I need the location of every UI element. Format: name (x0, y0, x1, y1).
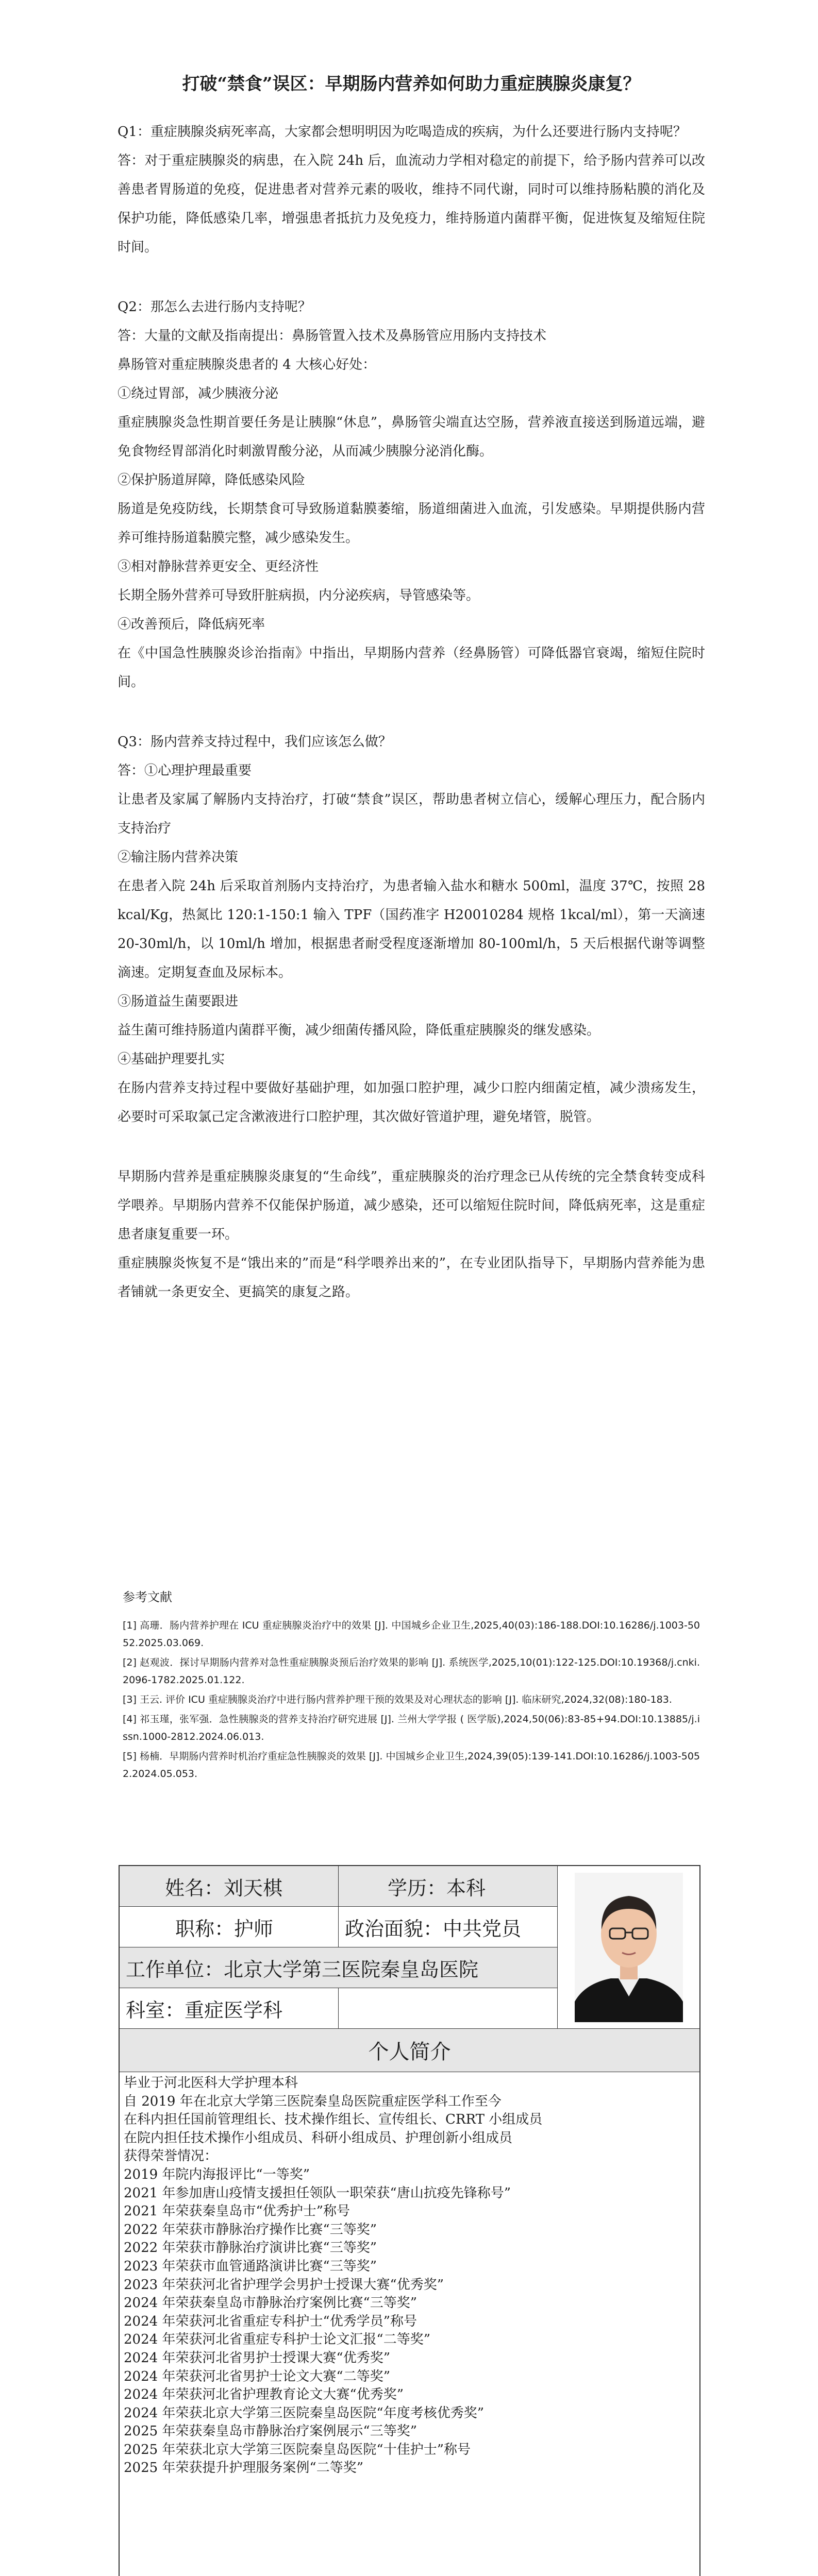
intro-line: 2025 年荣获秦皇岛市静脉治疗案例展示“三等奖” (124, 2424, 418, 2439)
department-cell (120, 1988, 339, 2029)
article (118, 72, 705, 1307)
empty-cell (339, 1988, 558, 2029)
intro-line: 2024 年荣获河北省重症专科护士“优秀学员”称号 (124, 2313, 418, 2329)
name-label: 姓名：刘天棋 (165, 1876, 283, 1900)
reference-item: [4] 祁玉瑾，张军强．急性胰腺炎的营养支持治疗研究进展 [J]. 兰州大学学报 ( 医学版),2024,50(06):83-85+94.DOI:10.13885/j.issn.1000-2812.2024.06.013. (123, 1714, 700, 1742)
q1-answer: 答：对于重症胰腺炎的病患，在入院 24h 后，血流动力学相对稳定的前提下，给予肠内营养可以改善患者胃肠道的免疫，促进患者对营养元素的吸收，维持不同代谢，同时可以维持肠粘膜的消化及保护功能，降低感染几率，增强患者抵抗力及免疫力，维持肠道内菌群平衡，促进恢复及缩短住院时间。 (118, 152, 705, 255)
intro-line: 2024 年荣获北京大学第三医院秦皇岛医院“年度考核优秀奖” (124, 2405, 485, 2421)
references (123, 1587, 700, 1785)
intro-line: 2021 年参加唐山疫情支援担任领队一职荣获“唐山抗疫先锋称号” (124, 2185, 511, 2201)
political-label: 政治面貌：中共党员 (345, 1917, 522, 1940)
intro-body (124, 2074, 696, 2478)
intro-title: 个人简介 (368, 2040, 451, 2064)
political-cell (339, 1907, 558, 1947)
intro-line: 2024 年荣获河北省男护士论文大赛“二等奖” (124, 2368, 391, 2384)
q2-question: Q2：那怎么去进行肠内支持呢？ (118, 299, 311, 315)
q2-point-head: ④改善预后，降低病死率 (118, 616, 265, 632)
q3-point-head: ④基础护理要扎实 (118, 1051, 225, 1067)
q3-point-body: 在肠内营养支持过程中要做好基础护理，如加强口腔护理，减少口腔内细菌定植，减少溃疡发生，必要时可采取氯己定含漱液进行口腔护理，其次做好管道护理，避免堵管，脱管。 (118, 1080, 705, 1125)
spacer (118, 1131, 705, 1162)
intro-line: 毕业于河北医科大学护理本科 (124, 2075, 298, 2091)
intro-line: 2022 年荣获市静脉治疗操作比赛“三等奖” (124, 2222, 377, 2238)
q2-point-head: ③相对静脉营养更安全、更经济性 (118, 558, 319, 574)
q1-question: Q1：重症胰腺炎病死率高，大家都会想明明因为吃喝造成的疾病，为什么还要进行肠内支持呢？ (118, 124, 687, 140)
intro-line: 2023 年荣获市血管通路演讲比赛“三等奖” (124, 2258, 377, 2274)
spacer (118, 697, 705, 727)
reference-item: [5] 杨楠．早期肠内营养时机治疗重症急性胰腺炎的效果 [J]. 中国城乡企业卫生,2024,39(05):139-141.DOI:10.16286/j.1003-5052.2024.05.053. (123, 1751, 700, 1780)
intro-line: 2023 年荣获河北省护理学会男护士授课大赛“优秀奖” (124, 2277, 444, 2293)
intro-line: 在科内担任国前管理组长、技术操作组长、宣传组长、CRRT 小组成员 (124, 2112, 543, 2128)
title-cell (120, 1907, 339, 1947)
intro-line: 自 2019 年在北京大学第三医院秦皇岛医院重症医学科工作至今 (124, 2093, 502, 2109)
intro-line: 2022 年荣获市静脉治疗演讲比赛“三等奖” (124, 2240, 377, 2256)
conclusion-paragraph: 重症胰腺炎恢复不是“饿出来的”而是“科学喂养出来的”，在专业团队指导下，早期肠内营养能为患者铺就一条更安全、更搞笑的康复之路。 (118, 1255, 705, 1300)
intro-line: 2019 年院内海报评比“一等奖” (124, 2166, 310, 2182)
intro-line: 在院内担任技术操作小组成员、科研小组成员、护理创新小组成员 (124, 2130, 513, 2146)
intro-line: 2025 年荣获提升护理服务案例“二等奖” (124, 2460, 364, 2476)
title-label: 职称：护师 (175, 1917, 274, 1940)
q2-point-body: 长期全肠外营养可导致肝脏病损，内分泌疾病，导管感染等。 (118, 587, 480, 603)
article-title: 打破“禁食”误区：早期肠内营养如何助力重症胰腺炎康复？ (182, 74, 641, 94)
q2-point-body: 在《中国急性胰腺炎诊治指南》中指出，早期肠内营养（经鼻肠管）可降低器官衰竭，缩短住院时间。 (118, 645, 705, 690)
education-label: 学历：本科 (388, 1876, 486, 1900)
intro-line: 2024 年荣获河北省重症专科护士论文汇报“二等奖” (124, 2332, 431, 2348)
q3-point-head: ②输注肠内营养决策 (118, 849, 239, 865)
workplace-cell (120, 1947, 558, 1988)
reference-item: [3] 王云. 评价 ICU 重症胰腺炎治疗中进行肠内营养护理干预的效果及对心理状态的影响 [J]. 临床研究,2024,32(08):180-183. (123, 1694, 672, 1705)
q2-sub-intro: 鼻肠管对重症胰腺炎患者的 4 大核心好处： (118, 357, 376, 372)
references-title: 参考文献 (123, 1590, 172, 1604)
spacer (118, 262, 705, 293)
intro-line: 2025 年荣获北京大学第三医院秦皇岛医院“十佳护士”称号 (124, 2442, 471, 2458)
q3-point-body: 在患者入院 24h 后采取首剂肠内支持治疗，为患者输入盐水和糖水 500ml，温度 37℃，按照 28kcal/Kg，热氮比 120:1-150:1 输入 TPF（国药准字 H20010284 规格 1kcal/ml），第一天滴速 20-30ml/h，以 10ml/h 增加，根据患者耐受程度逐渐增加 80-100ml/h，5 天后根据代谢等调整滴速。定期复查血及尿标本。 (118, 878, 705, 980)
reference-item: [1] 高珊．肠内营养护理在 ICU 重症胰腺炎治疗中的效果 [J]. 中国城乡企业卫生,2025,40(03):186-188.DOI:10.16286/j.1003-5052.2025.03.069. (123, 1620, 700, 1649)
intro-line: 2021 年荣获秦皇岛市“优秀护士”称号 (124, 2204, 350, 2219)
photo-cell (558, 1866, 699, 2029)
intro-line: 2024 年荣获秦皇岛市静脉治疗案例比赛“三等奖” (124, 2295, 418, 2311)
q2-point-body: 重症胰腺炎急性期首要任务是让胰腺“休息”，鼻肠管尖端直达空肠，营养液直接送到肠道远端，避免食物经胃部消化时刺激胃酸分泌，从而减少胰腺分泌消化酶。 (118, 414, 705, 459)
q3-point-head: 答：①心理护理最重要 (118, 762, 252, 778)
workplace-label: 工作单位：北京大学第三医院秦皇岛医院 (126, 1958, 479, 1981)
q2-point-body: 肠道是免疫防线，长期禁食可导致肠道黏膜萎缩，肠道细菌进入血流，引发感染。早期提供肠内营养可维持肠道黏膜完整，减少感染发生。 (118, 501, 705, 546)
q2-answer-intro: 答：大量的文献及指南提出：鼻肠管置入技术及鼻肠管应用肠内支持技术 (118, 328, 547, 344)
q3-point-head: ③肠道益生菌要跟进 (118, 993, 239, 1009)
intro-line: 2024 年荣获河北省护理教育论文大赛“优秀奖” (124, 2387, 404, 2403)
department-label: 科室：重症医学科 (126, 1998, 283, 2022)
q3-point-body: 让患者及家属了解肠内支持治疗，打破“禁食”误区，帮助患者树立信心，缓解心理压力，配合肠内支持治疗 (118, 791, 705, 836)
q2-point-head: ②保护肠道屏障，降低感染风险 (118, 472, 306, 488)
intro-line: 获得荣誉情况： (124, 2148, 218, 2164)
intro-line: 2024 年荣获河北省男护士授课大赛“优秀奖” (124, 2350, 391, 2366)
q3-question: Q3：肠内营养支持过程中，我们应该怎么做？ (118, 734, 392, 750)
q3-point-body: 益生菌可维持肠道内菌群平衡，减少细菌传播风险，降低重症胰腺炎的继发感染。 (118, 1022, 600, 1038)
intro-header (120, 2029, 699, 2072)
name-cell (120, 1866, 339, 1907)
reference-item: [2] 赵观波．探讨早期肠内营养对急性重症胰腺炎预后治疗效果的影响 [J]. 系统医学,2025,10(01):122-125.DOI:10.19368/j.cnki.2096-1782.2025.01.122. (123, 1657, 700, 1686)
education-cell (339, 1866, 558, 1907)
conclusion-paragraph: 早期肠内营养是重症胰腺炎康复的“生命线”，重症胰腺炎的治疗理念已从传统的完全禁食转变成科学喂养。早期肠内营养不仅能保护肠道，减少感染，还可以缩短住院时间，降低病死率，这是重症患者康复重要一环。 (118, 1168, 705, 1242)
portrait-photo (575, 1873, 683, 2022)
q2-point-head: ①绕过胃部，减少胰液分泌 (118, 385, 279, 401)
profile-table (119, 1865, 700, 2576)
